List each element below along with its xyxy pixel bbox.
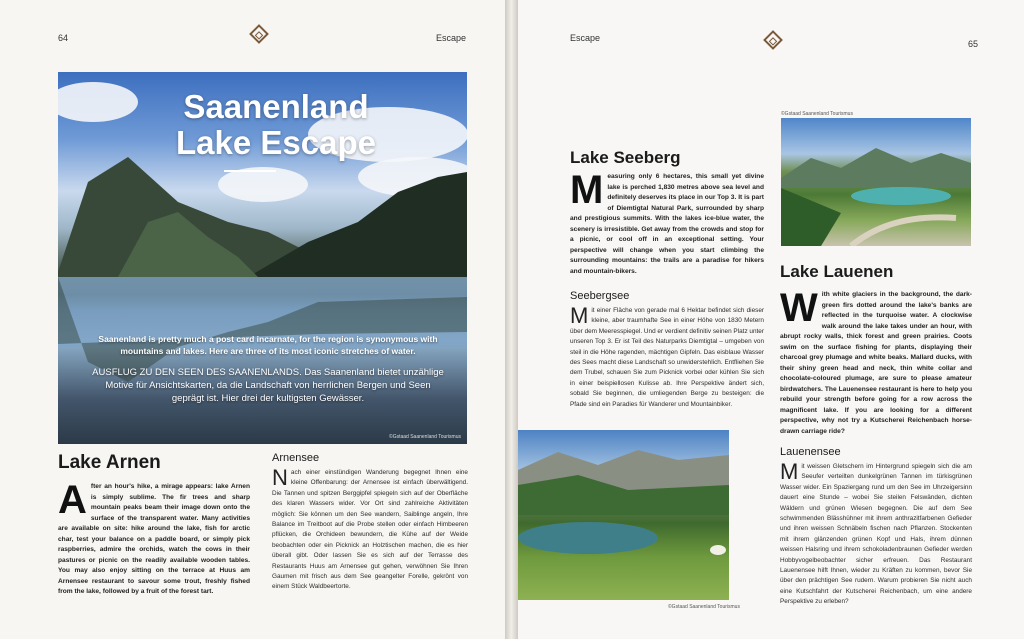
arnensee-body: ach einer einstündigen Wanderung begegnet Ihnen eine kleine Offenbarung: der Arnensee ist einfach überwältigend. Die Tannen und spitzen Berggipfel spiegeln sich auf der Oberfläche des klaren Wassers wider. Vor Ort sind zahlreiche Aktivitäten möglich: Sie können um den See wandern, Saiblinge angeln, Ihre Balance im Treitboot auf die Probe stellen oder einfach Himbeeren pflücken, die Orchideen bewundern, die Kühe auf der Weide beobachten oder ein Picknick an Holztischen machen, die es hier überall gibt. Oder lassen Sie es sich auf der Terrasse des Restaurants Huus am Arnensee gut gehen, verwöhnen Sie Ihren Gaumen mit frisch aus dem See geangelter Forelle, gekrönt von einem Stück Waldbeertorte. (272, 469, 468, 591)
page-number: 64 (58, 33, 69, 43)
lake-lauenen-body: ith white glaciers in the background, the dark-green firs dotted around the lake's banks are reflected in the turquoise water. A clockwise walk around the lake takes under an hour, with abrupt rocky walls, thick forest and green prairies. Coots swim on the surface fishing for plants, displaying their charcoal grey plumage and white beaks. Mallard ducks, with their shiny green head and neck, thin white collar and chocolate-coloured plumage, are sure to please amateur birdwatchers. The Lauenensee restaurant is here to help you rebuild your strength before going for a row across the magnificent lake. If you are looking for a different perspective, why not try a Kutscherei Reichenbach horse-drawn carriage ride? (780, 291, 972, 435)
lake-seeberg-body: easuring only 6 hectares, this small yet divine lake is perched 1,830 metres above sea level and definitely deserves its place in our Top 3. It is part of Diemtigtal Natural Park, surrounded by sharp and prestigious summits. With the lakes ice-blue water, the scenery is irresistible. Get away from the crowds and stop for a picnic, or cool off in an exceptional setting. Your perspective will change when you start climbing the surrounding mountains: the trails are a paradise for hikers and mountain-bikers. (570, 173, 764, 275)
dropcap: W (780, 286, 818, 330)
seebergsee-text (570, 303, 764, 410)
arnensee-text (272, 465, 468, 593)
lake-seeberg-photo (518, 430, 729, 600)
title-divider (224, 170, 276, 172)
intro-english: Saanenland is pretty much a post card incarnate, for the region is synonymous with mountains and lakes. Here are three of its most iconic stretches of water. (98, 334, 438, 356)
dropcap: M (780, 459, 799, 484)
lake-seeberg-text (570, 168, 764, 277)
section-label: Escape (570, 33, 601, 43)
lake-seeberg-heading: Lake Seeberg (570, 148, 681, 167)
dropcap: M (570, 303, 589, 328)
lake-lauenen-heading: Lake Lauenen (780, 262, 894, 281)
arnensee-heading: Arnensee (272, 452, 320, 464)
intro-german: AUSFLUG ZU DEN SEEN DES SAANENLANDS. Das Saanenland bietet unzählige Motive für Ansichtskarten, da die Landschaft von herrlichen Bergen und Seen geprägt ist. Hier drei der kultigsten Gewässer. (92, 367, 444, 404)
dropcap: N (272, 465, 288, 490)
dropcap: A (58, 478, 87, 522)
lake-arnen-text (58, 478, 250, 598)
ornament-icon (763, 30, 783, 50)
page-number: 65 (968, 39, 979, 49)
lake-arnen-body: fter an hour's hike, a mirage appears: lake Arnen is simply sublime. The fir trees and sharp mountain peaks beam their image down onto the surface of the transparent water. Many activities are available on site: hike around the lake, fish for arctic char, test your balance on a paddle board, or simply pick raspberries, admire the orchids, watch the cows in their pastures or picnic on the readily available wooden tables. You may also enjoy sitting on the terrace at Huus am Arnensee restaurant to savour some trout, freshly fished from the lake, followed by a fruit of the forest tart. (58, 483, 250, 595)
left-page (0, 0, 508, 639)
photo-credit: ©Gstaad Saanenland Tourismus (668, 604, 740, 610)
ornament-icon (249, 24, 269, 44)
hero-title-line2: Lake Escape (176, 124, 376, 161)
lake-lauenen-text (780, 286, 972, 437)
hero-title-line1: Saanenland (183, 88, 369, 125)
section-label: Escape (436, 33, 467, 43)
lake-lauenen-photo (781, 118, 971, 246)
lauenensee-text (780, 459, 972, 608)
hero-image (58, 72, 467, 444)
seebergsee-body: it einer Fläche von gerade mal 6 Hektar befindet sich dieser kleine, aber traumhafte See in einer Höhe von 1830 Metern über dem Meeresspiegel. Und er verdient definitiv seinen Platz unter unseren Top 3. Er ist Teil des Naturparks Diemtigtal – umgeben von steil in die Höhe ragenden, mächtigen Gipfeln. Das eisblaue Wasser des Sees macht diese Landschaft so unwiderstehlich. Entfliehen Sie dem Trubel, schauen Sie zum Picknick vorbei oder kühlen Sie sich in einer beispiellosen Kulisse ab. Ihre Perspektive ändert sich, sobald Sie beginnen, die umliegenden Berge zu besteigen: die Pfade sind ein Paradies für Wanderer und Mountainbiker. (570, 307, 764, 408)
lauenensee-heading: Lauenensee (780, 446, 841, 458)
lake-arnen-heading: Lake Arnen (58, 452, 161, 473)
right-page (518, 0, 1024, 639)
hero-title (146, 89, 406, 161)
photo-credit: ©Gstaad Saanenland Tourismus (781, 111, 853, 117)
dropcap: M (570, 168, 604, 212)
photo-credit: ©Gstaad Saanenland Tourismus (389, 434, 461, 440)
seebergsee-heading: Seebergsee (570, 290, 630, 302)
book-gutter (505, 0, 519, 639)
lauenensee-body: it weissen Gletschern im Hintergrund spiegeln sich die am Seeufer verteilten dunkelgrünen Tannen im türkisgrünen Wasser wider. Ein Spaziergang rund um den See im Uhrzeigersinn dauert eine Stunde – wobei Sie steilen Felswänden, dichten Wäldern und grünen Wiesen begegnen. Die auf dem See schwimmenden Blässhühner mit ihrem anthrazitfarbenen Gefieder und ihren weissen Schnäbeln fischen nach Pflanzen. Stockenten mit ihrem glänzenden grünen Kopf und Hals, ihrem dünnen weissen Halsring und ihrem schokoladenbraunen Gefieder werden Hobbyvogelbeobachter sicher erfreuen. Das Restaurant Lauenensee hilft Ihnen, wieder zu Kräften zu kommen, bevor Sie über den prächtigen See rudern. Warum probieren Sie nicht auch eine Kutschfahrt der Kutscherei Reichenbach, um eine andere Perspektive zu erleben? (780, 463, 972, 606)
